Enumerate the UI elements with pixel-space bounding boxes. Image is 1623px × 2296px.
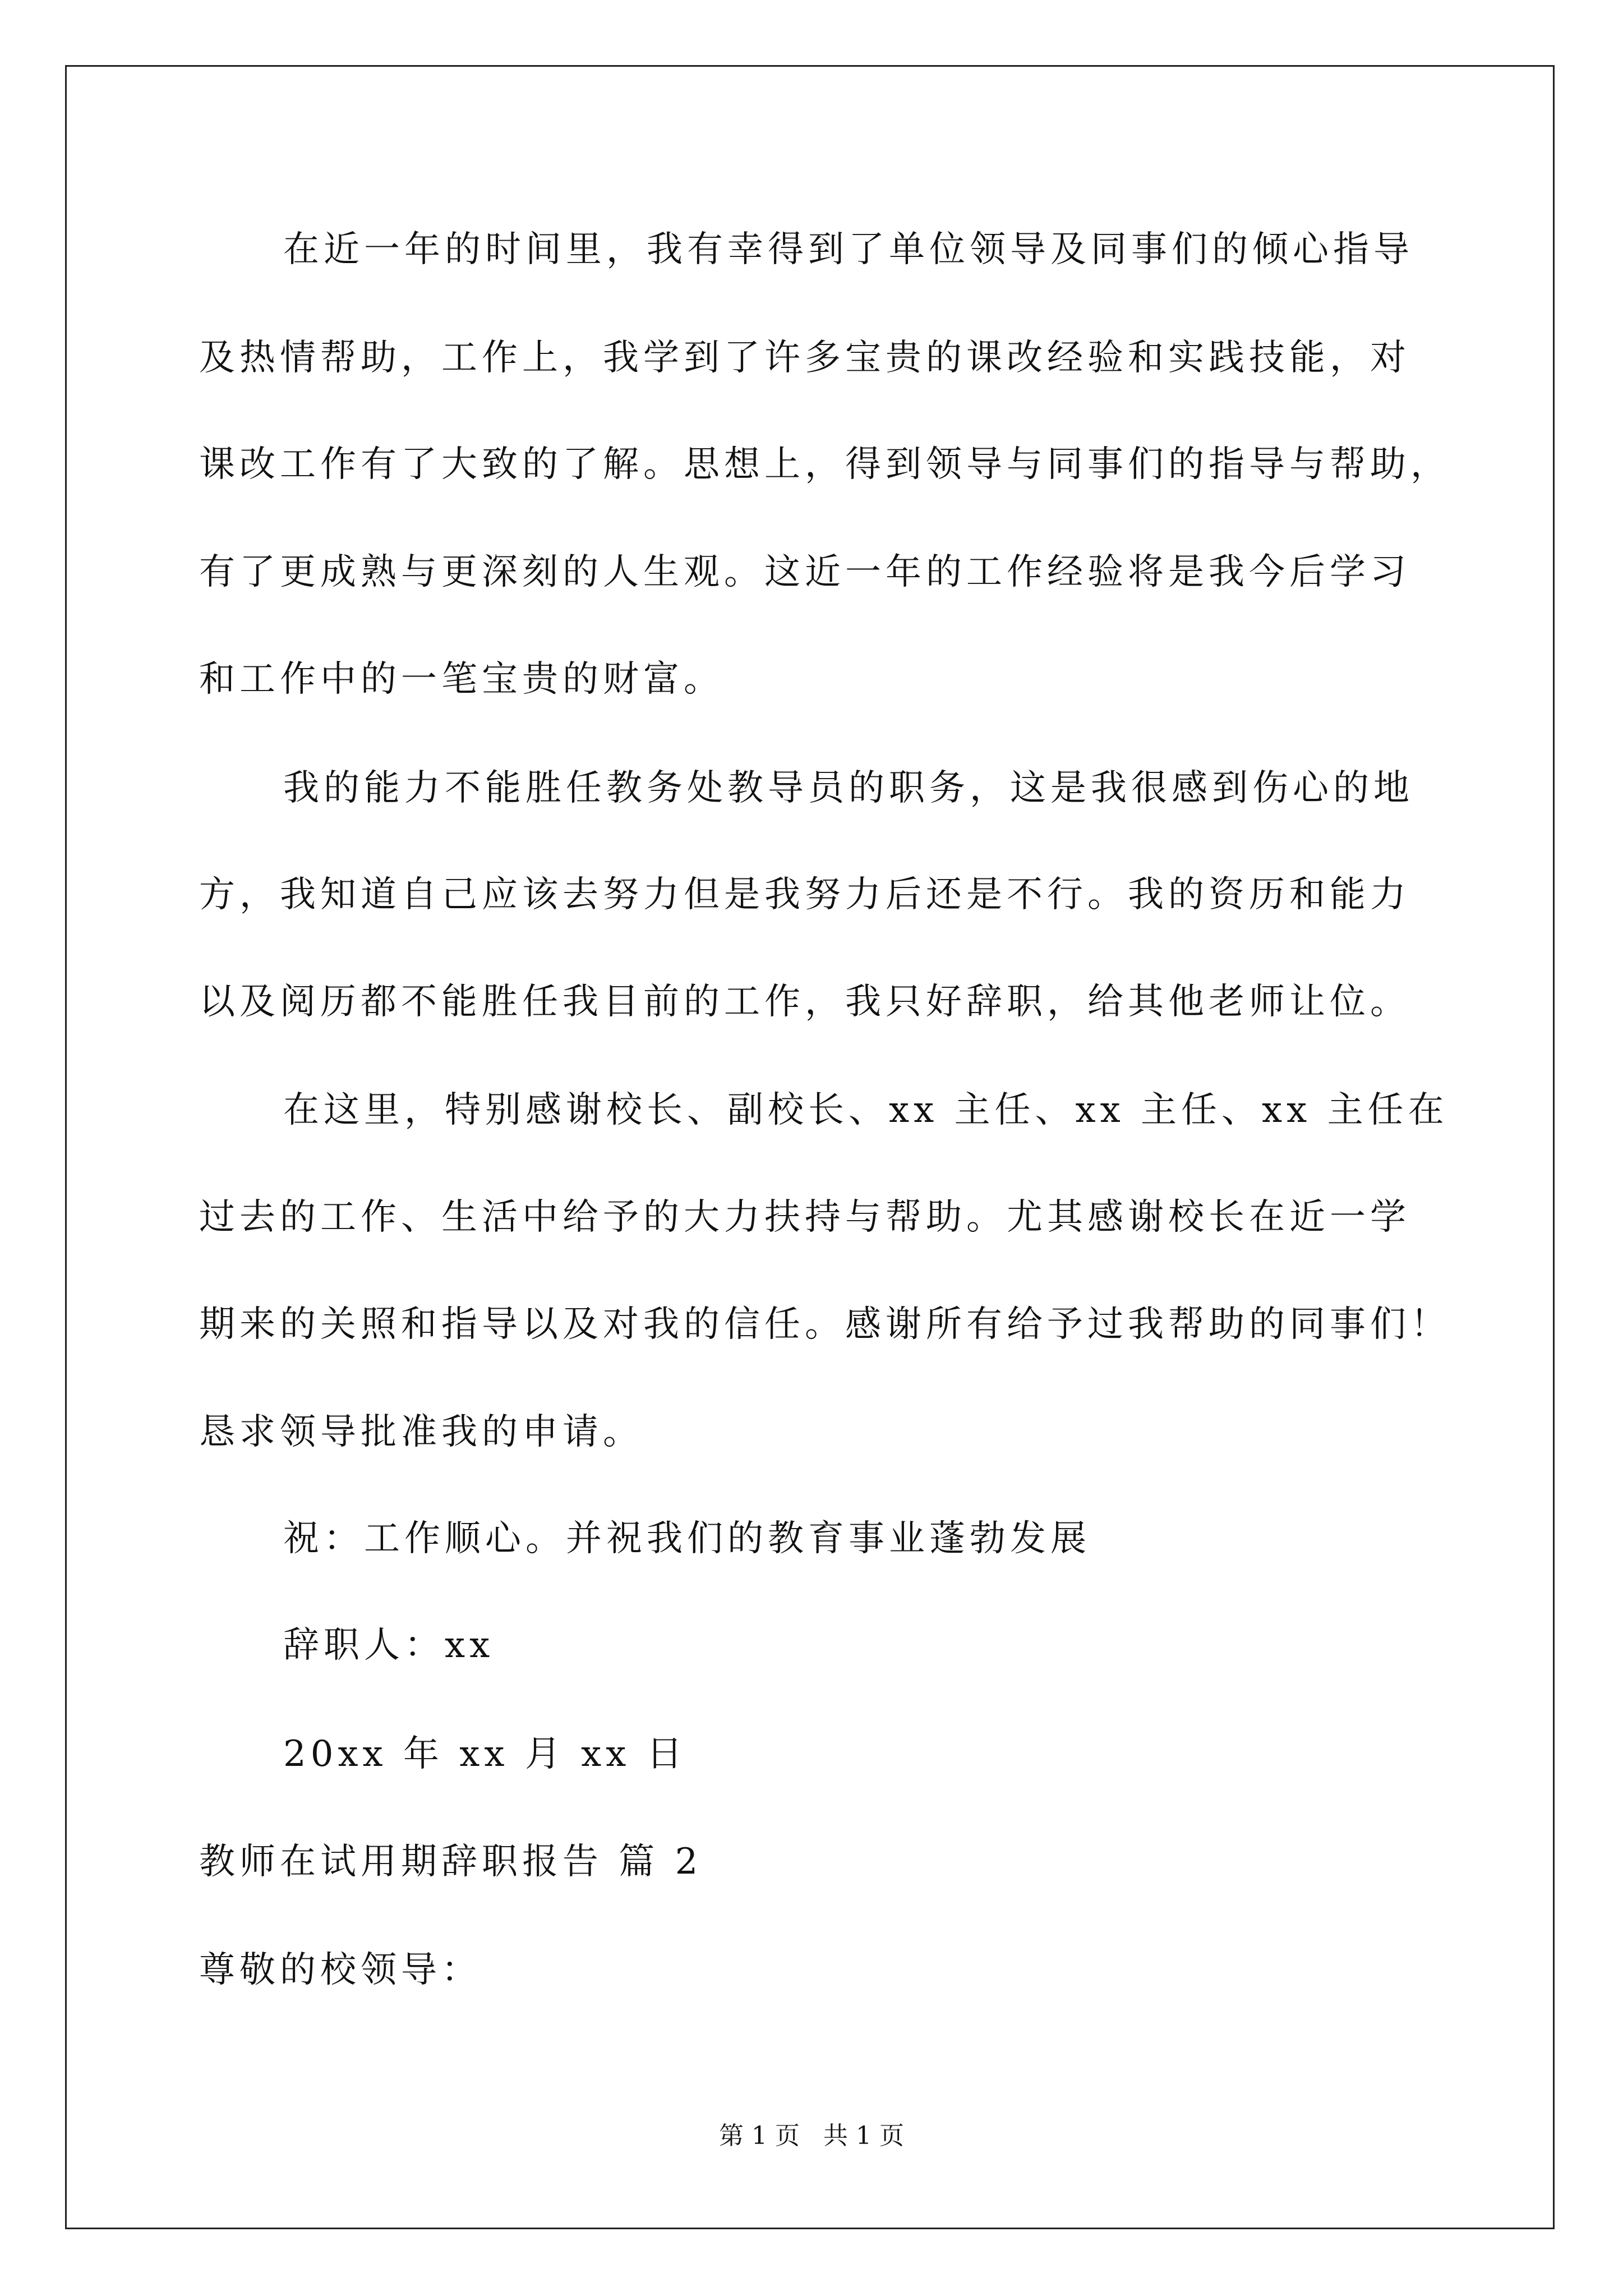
page-footer: 第 1 页 共 1 页 xyxy=(719,2122,904,2150)
paragraph-1-line-5: 和工作中的一笔宝贵的财富。 xyxy=(199,659,724,700)
signature-line: 辞职人：xx xyxy=(283,1625,495,1666)
page-border xyxy=(65,65,1555,2229)
paragraph-1-line-4: 有了更成熟与更深刻的人生观。这近一年的工作经验将是我今后学习 xyxy=(199,551,1410,593)
paragraph-1-line-1: 在近一年的时间里，我有幸得到了单位领导及同事们的倾心指导 xyxy=(283,229,1414,270)
paragraph-3-line-1: 在这里，特别感谢校长、副校长、xx 主任、xx 主任、xx 主任在 xyxy=(283,1089,1449,1131)
paragraph-2-line-1: 我的能力不能胜任教务处教导员的职务，这是我很感到伤心的地 xyxy=(283,767,1414,809)
closing-wish: 祝：工作顺心。并祝我们的教育事业蓬勃发展 xyxy=(283,1518,1091,1559)
salutation: 尊敬的校领导： xyxy=(199,1949,482,1991)
section-heading: 教师在试用期辞职报告 篇 2 xyxy=(199,1841,703,1883)
paragraph-1-line-2: 及热情帮助，工作上，我学到了许多宝贵的课改经验和实践技能，对 xyxy=(199,337,1410,379)
paragraph-2-line-3: 以及阅历都不能胜任我目前的工作，我只好辞职，给其他老师让位。 xyxy=(199,981,1410,1023)
paragraph-3-line-4: 恳求领导批准我的申请。 xyxy=(199,1411,643,1453)
paragraph-3-line-2: 过去的工作、生活中给予的大力扶持与帮助。尤其感谢校长在近一学 xyxy=(199,1197,1410,1238)
paragraph-2-line-2: 方，我知道自己应该去努力但是我努力后还是不行。我的资历和能力 xyxy=(199,874,1410,915)
paragraph-1-line-3: 课改工作有了大致的了解。思想上，得到领导与同事们的指导与帮助， xyxy=(199,444,1451,485)
date-line: 20xx 年 xx 月 xx 日 xyxy=(283,1733,687,1775)
paragraph-3-line-3: 期来的关照和指导以及对我的信任。感谢所有给予过我帮助的同事们！ xyxy=(199,1304,1451,1345)
